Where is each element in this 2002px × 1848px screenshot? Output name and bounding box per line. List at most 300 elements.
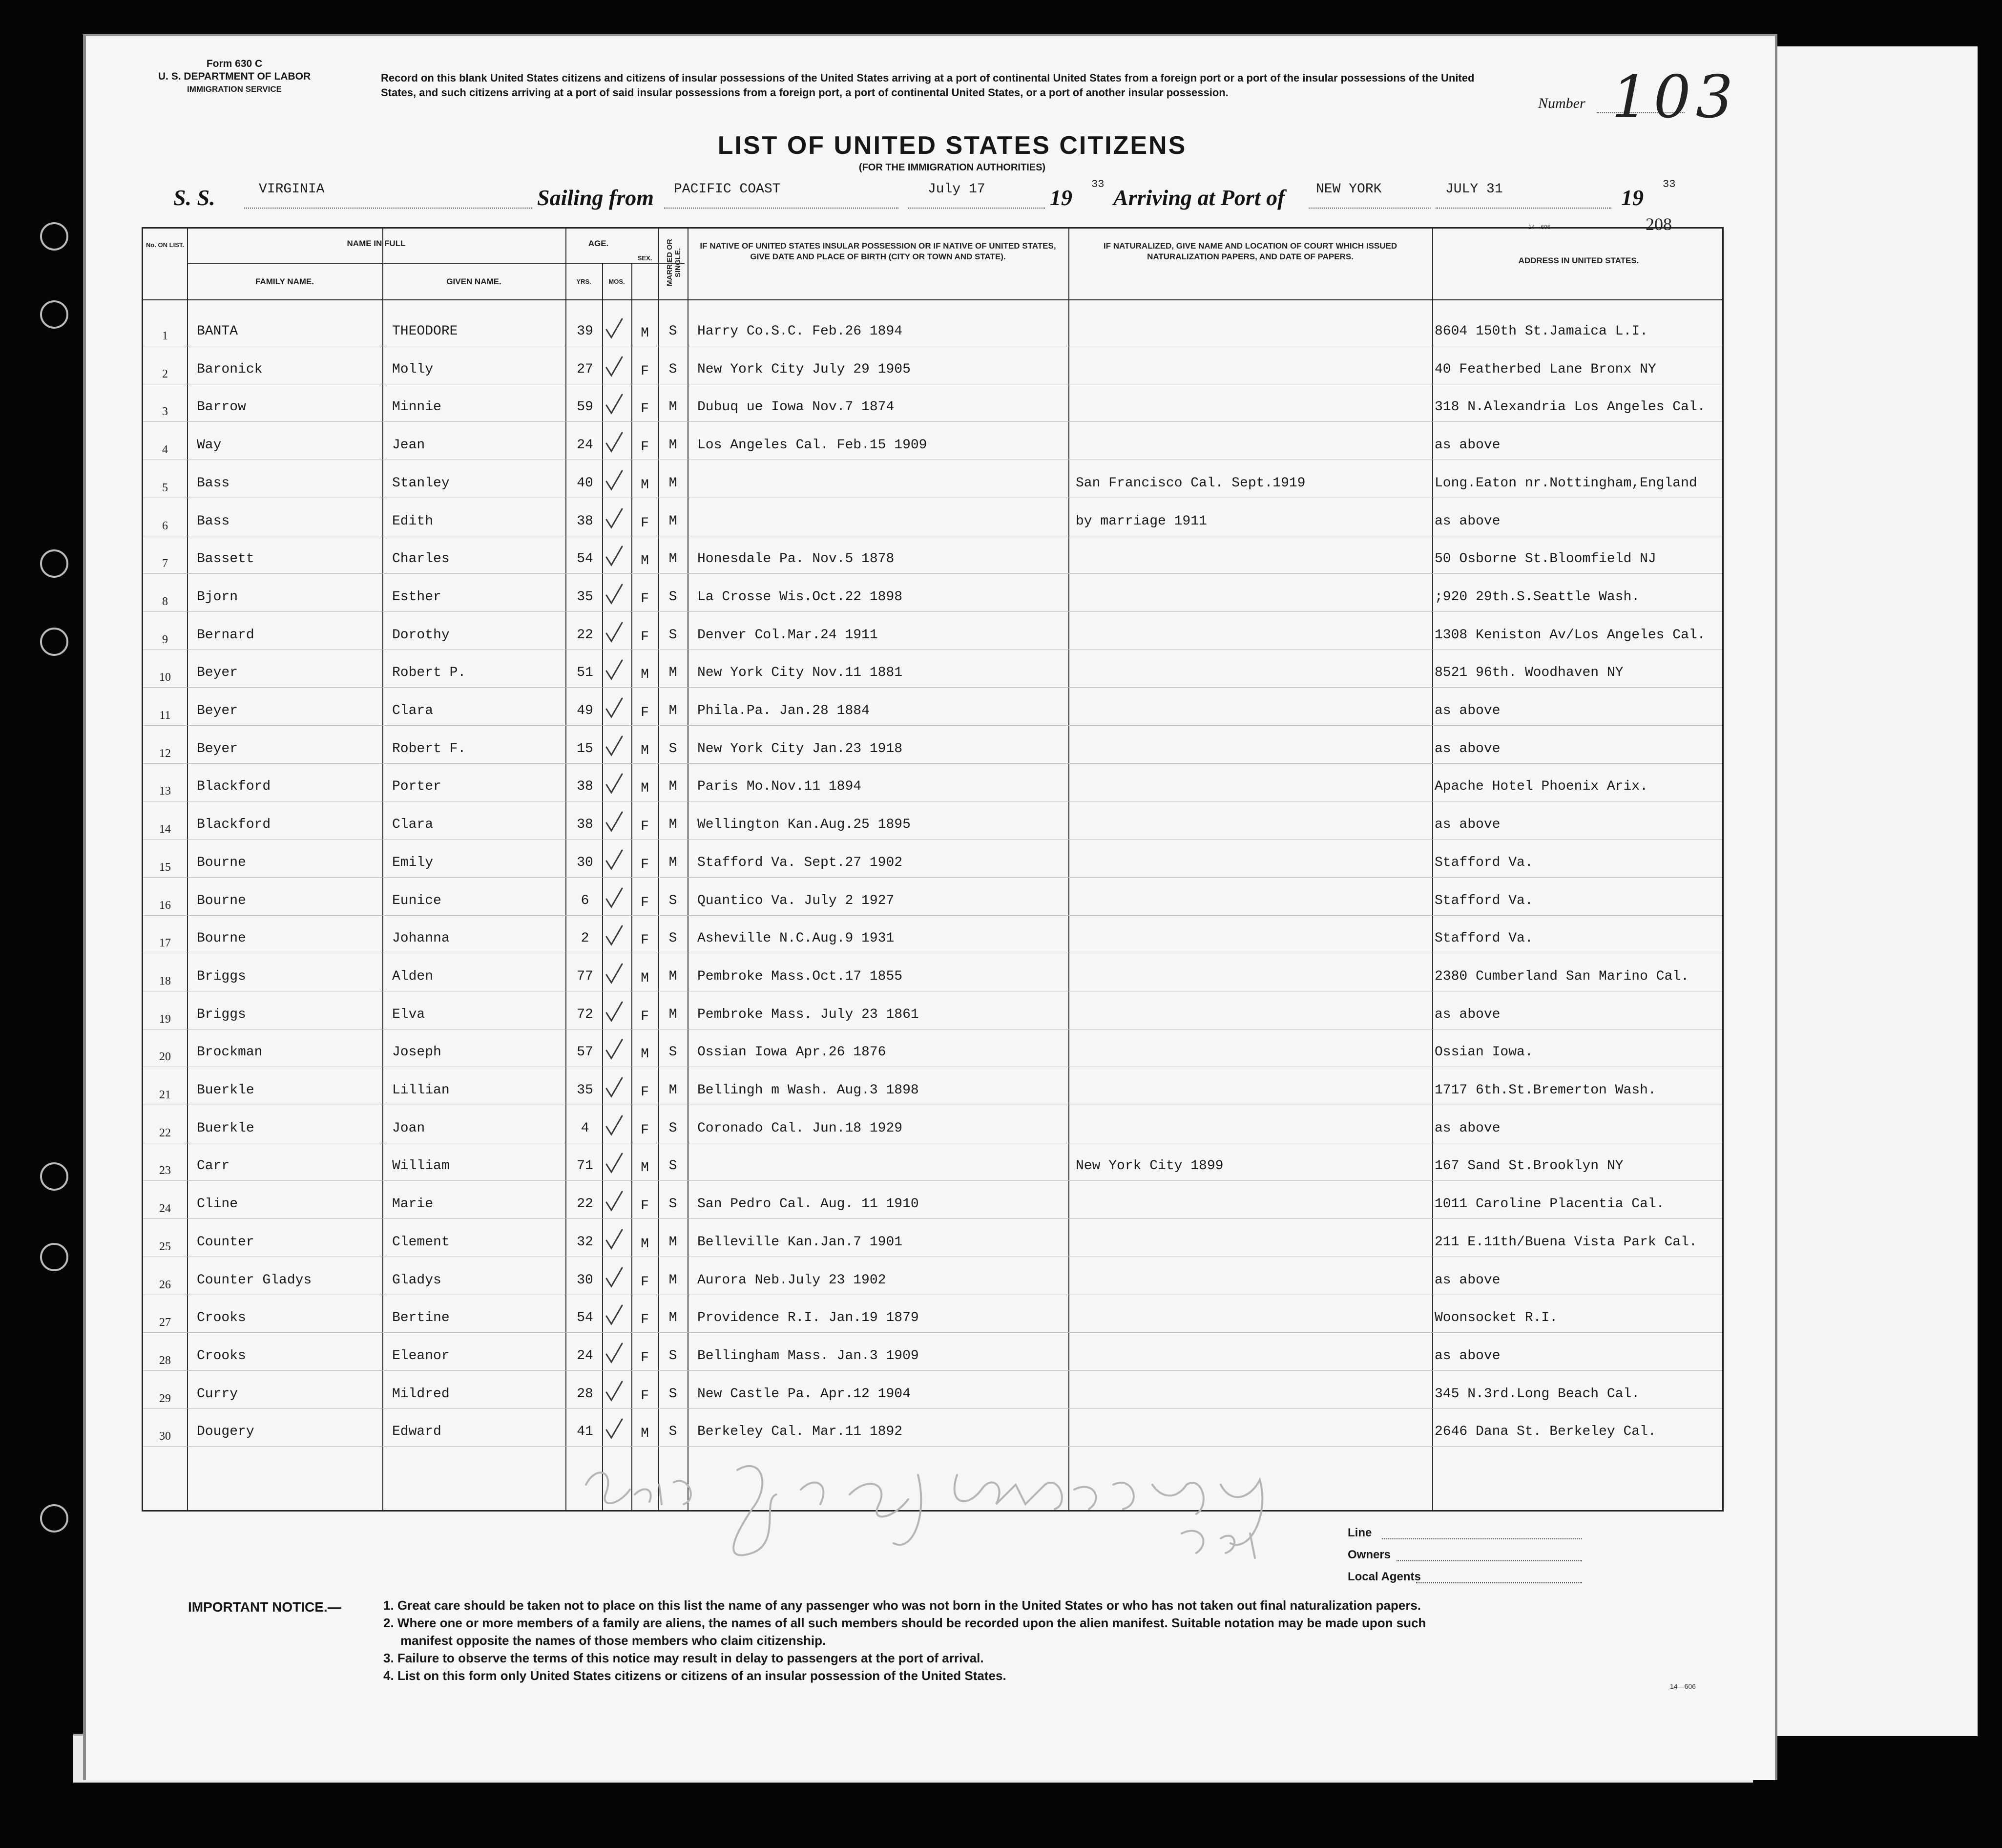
ship-name: VIRGINIA <box>259 182 325 197</box>
birth-place-date: Paris Mo.Nov.11 1894 <box>697 779 862 795</box>
family-name: Blackford <box>197 779 271 795</box>
arrival-year: 33 <box>1663 178 1676 190</box>
check-mark-icon <box>605 507 624 529</box>
birth-place-date: Wellington Kan.Aug.25 1895 <box>697 817 911 833</box>
age-years: 22 <box>577 1197 593 1212</box>
given-name: Porter <box>392 779 441 795</box>
marital-status: S <box>668 589 677 605</box>
punch-hole <box>40 628 68 656</box>
row-number: 12 <box>159 747 171 760</box>
check-mark-icon <box>605 1114 624 1136</box>
age-years: 38 <box>577 817 593 833</box>
birth-place-date: Honesdale Pa. Nov.5 1878 <box>697 551 895 567</box>
row-rule <box>143 611 1722 612</box>
age-years: 54 <box>577 1310 593 1326</box>
family-name: Counter <box>197 1234 254 1250</box>
line-label: Line <box>1348 1526 1372 1539</box>
address: as above <box>1435 1348 1501 1364</box>
arrival-date-underline <box>1436 208 1611 209</box>
sex: F <box>641 440 649 455</box>
sex: F <box>641 1312 649 1328</box>
address: as above <box>1435 1272 1501 1288</box>
form-number: Form 630 C <box>206 58 263 69</box>
birth-place-date: Los Angeles Cal. Feb.15 1909 <box>697 438 927 453</box>
row-number: 8 <box>162 595 168 608</box>
arriving-label: Arriving at Port of <box>1113 185 1285 210</box>
marital-status: M <box>668 399 677 415</box>
given-name: Joan <box>392 1120 425 1136</box>
col-sex: SEX. <box>637 254 652 262</box>
birth-place-date: Asheville N.C.Aug.9 1931 <box>697 931 895 946</box>
family-name: Bernard <box>197 627 254 643</box>
row-rule <box>143 1332 1722 1333</box>
check-mark-icon <box>605 1417 624 1440</box>
family-name: Bourne <box>197 893 246 908</box>
marital-status: S <box>668 324 677 339</box>
col-birth: IF NATIVE OF UNITED STATES INSULAR POSSESSION OR IF NATIVE OF UNITED STATES, GIVE DATE AND PLACE OF BIRTH (CITY OR TOWN AND STATE). <box>700 241 1056 261</box>
sex: M <box>641 781 649 797</box>
family-name: Blackford <box>197 817 271 833</box>
sex: F <box>641 705 649 720</box>
birth-place-date: Phila.Pa. Jan.28 1884 <box>697 703 870 718</box>
address: Apache Hotel Phoenix Arix. <box>1435 779 1648 795</box>
row-number: 17 <box>159 937 171 950</box>
check-mark-icon <box>605 1380 624 1402</box>
given-name: Charles <box>392 551 450 567</box>
given-name: Emily <box>392 855 434 870</box>
given-name: Alden <box>392 968 434 984</box>
marital-status: S <box>668 1120 677 1136</box>
address: as above <box>1435 703 1501 718</box>
row-number: 21 <box>159 1089 171 1101</box>
birth-place-date: New York City Jan.23 1918 <box>697 741 903 756</box>
row-rule <box>143 1370 1722 1371</box>
check-mark-icon <box>605 317 624 339</box>
check-mark-icon <box>605 469 624 491</box>
address: 1308 Keniston Av/Los Angeles Cal. <box>1435 627 1706 643</box>
sailing-from-underline <box>664 208 898 209</box>
row-rule <box>143 1180 1722 1181</box>
address: 1717 6th.St.Bremerton Wash. <box>1435 1083 1656 1098</box>
marital-status: M <box>668 665 677 681</box>
row-number: 5 <box>162 481 168 494</box>
family-name: Crooks <box>197 1310 246 1326</box>
family-name: Beyer <box>197 703 238 718</box>
address: 318 N.Alexandria Los Angeles Cal. <box>1435 399 1706 415</box>
row-number: 23 <box>159 1164 171 1177</box>
address: Stafford Va. <box>1435 931 1533 946</box>
sex: F <box>641 515 649 531</box>
age-years: 51 <box>577 665 593 681</box>
sailing-from-value: PACIFIC COAST <box>674 182 781 197</box>
sex: F <box>641 401 649 417</box>
punch-hole <box>40 1162 68 1191</box>
top-form-code: 14—606 <box>1528 224 1551 231</box>
age-years: 40 <box>577 475 593 491</box>
row-rule <box>143 725 1722 726</box>
sex: F <box>641 1122 649 1138</box>
punch-hole <box>40 222 68 251</box>
age-years: 38 <box>577 779 593 795</box>
row-number: 24 <box>159 1202 171 1216</box>
row-number: 29 <box>159 1392 171 1405</box>
given-name: Bertine <box>392 1310 450 1326</box>
marital-status: M <box>668 855 677 870</box>
check-mark-icon <box>605 962 624 985</box>
naturalization: San Francisco Cal. Sept.1919 <box>1076 475 1306 491</box>
row-rule <box>143 421 1722 422</box>
arrival-date: JULY 31 <box>1445 182 1503 197</box>
given-name: Molly <box>392 361 434 377</box>
check-mark-icon <box>605 1303 624 1326</box>
row-number: 11 <box>159 709 171 722</box>
sex: M <box>641 326 649 341</box>
address: 8521 96th. Woodhaven NY <box>1435 665 1624 681</box>
page-title: LIST OF UNITED STATES CITIZENS <box>717 131 1187 160</box>
birth-place-date: New York City Nov.11 1881 <box>697 665 903 681</box>
sex: F <box>641 857 649 872</box>
bottom-form-code: 14—606 <box>1670 1682 1696 1690</box>
given-name: Esther <box>392 589 441 605</box>
row-number: 22 <box>159 1126 171 1139</box>
birth-place-date: La Crosse Wis.Oct.22 1898 <box>697 589 903 605</box>
address: as above <box>1435 1120 1501 1136</box>
check-mark-icon <box>605 1076 624 1098</box>
age-years: 15 <box>577 741 593 756</box>
birth-place-date: Pembroke Mass. July 23 1861 <box>697 1007 919 1022</box>
sex: F <box>641 895 649 910</box>
marital-status: M <box>668 779 677 795</box>
birth-place-date: Harry Co.S.C. Feb.26 1894 <box>697 324 903 339</box>
row-rule <box>143 915 1722 916</box>
marital-status: M <box>668 551 677 567</box>
row-number: 2 <box>162 367 168 380</box>
address: ;920 29th.S.Seattle Wash. <box>1435 589 1640 605</box>
row-rule <box>143 573 1722 574</box>
address: Stafford Va. <box>1435 855 1533 870</box>
birth-place-date: Quantico Va. July 2 1927 <box>697 893 895 908</box>
sailing-year: 33 <box>1091 178 1105 190</box>
row-number: 18 <box>159 974 171 987</box>
age-years: 57 <box>577 1045 593 1060</box>
sex: F <box>641 933 649 948</box>
row-rule <box>143 1218 1722 1219</box>
number-label: Number <box>1538 95 1585 111</box>
given-name: Clara <box>392 703 434 718</box>
given-name: Clement <box>392 1234 450 1250</box>
sex: F <box>641 1350 649 1365</box>
family-name: Carr <box>197 1158 230 1174</box>
sex: F <box>641 1388 649 1404</box>
service-name: IMMIGRATION SERVICE <box>187 84 282 94</box>
check-mark-icon <box>605 1152 624 1174</box>
row-number: 10 <box>159 671 171 684</box>
check-mark-icon <box>605 848 624 871</box>
address: as above <box>1435 513 1501 529</box>
col-no: No. ON LIST. <box>146 241 184 249</box>
check-mark-icon <box>605 810 624 833</box>
address: 2646 Dana St. Berkeley Cal. <box>1435 1424 1656 1440</box>
marital-status: S <box>668 627 677 643</box>
check-mark-icon <box>605 772 624 795</box>
address: Woonsocket R.I. <box>1435 1310 1558 1326</box>
address: 8604 150th St.Jamaica L.I. <box>1435 324 1648 339</box>
check-mark-icon <box>605 621 624 643</box>
check-mark-icon <box>605 1266 624 1288</box>
important-notice-label: IMPORTANT NOTICE.— <box>188 1599 341 1615</box>
family-name: Crooks <box>197 1348 246 1364</box>
passenger-list-table <box>142 227 1724 1512</box>
row-number: 25 <box>159 1240 171 1253</box>
age-years: 49 <box>577 703 593 718</box>
sex: M <box>641 553 649 569</box>
check-mark-icon <box>605 355 624 378</box>
check-mark-icon <box>605 735 624 757</box>
given-name: William <box>392 1158 450 1174</box>
age-years: 38 <box>577 513 593 529</box>
birth-place-date: Berkeley Cal. Mar.11 1892 <box>697 1424 903 1440</box>
sex: F <box>641 363 649 379</box>
given-name: Eunice <box>392 893 441 908</box>
col-naturalized: IF NATURALIZED, GIVE NAME AND LOCATION OF COURT WHICH ISSUED NATURALIZATION PAPERS, AND DATE OF PAPERS. <box>1103 241 1397 261</box>
punch-hole <box>40 300 68 329</box>
family-name: Beyer <box>197 665 238 681</box>
age-years: 35 <box>577 1083 593 1098</box>
family-name: Curry <box>197 1386 238 1402</box>
row-number: 1 <box>162 330 168 342</box>
check-mark-icon <box>605 924 624 946</box>
given-name: Eleanor <box>392 1348 450 1364</box>
row-number: 30 <box>159 1430 171 1443</box>
row-number: 6 <box>162 519 168 532</box>
notice-item: manifest opposite the names of those members who claim citizenship. <box>400 1633 826 1648</box>
row-number: 15 <box>159 861 171 874</box>
age-years: 6 <box>581 893 589 908</box>
notice-item: 1. Great care should be taken not to place on this list the name of any passenger who was not born in the United States or who has not taken out final naturalization papers. <box>383 1598 1421 1613</box>
marital-status: S <box>668 741 677 756</box>
row-rule <box>143 763 1722 764</box>
local-agents-label: Local Agents <box>1348 1570 1421 1583</box>
arrival-port: NEW YORK <box>1316 182 1382 197</box>
col-name-in-full: NAME IN FULL <box>347 239 406 248</box>
marital-status: S <box>668 1424 677 1440</box>
given-name: Edward <box>392 1424 441 1440</box>
department-name: U. S. DEPARTMENT OF LABOR <box>158 71 311 82</box>
sex: F <box>641 1198 649 1214</box>
punch-hole <box>40 549 68 578</box>
given-name: Edith <box>392 513 434 529</box>
check-mark-icon <box>605 1000 624 1023</box>
row-rule <box>143 1408 1722 1409</box>
list-number: 103 <box>1611 63 1738 131</box>
sex: M <box>641 1047 649 1062</box>
sex: M <box>641 667 649 683</box>
family-name: Bass <box>197 513 230 529</box>
marital-status: S <box>668 1158 677 1174</box>
address: 50 Osborne St.Bloomfield NJ <box>1435 551 1656 567</box>
sailing-from-label: Sailing from <box>537 185 654 210</box>
marital-status: M <box>668 968 677 984</box>
sex: F <box>641 1008 649 1024</box>
address: 1011 Caroline Placentia Cal. <box>1435 1197 1665 1212</box>
check-mark-icon <box>605 696 624 719</box>
stamp-number: 208 <box>1646 214 1672 234</box>
age-years: 30 <box>577 1272 593 1288</box>
sex: F <box>641 819 649 835</box>
given-name: Stanley <box>392 475 450 491</box>
family-name: Barrow <box>197 399 246 415</box>
check-mark-icon <box>605 658 624 681</box>
check-mark-icon <box>605 1228 624 1250</box>
birth-place-date: Providence R.I. Jan.19 1879 <box>697 1310 919 1326</box>
sex: M <box>641 477 649 493</box>
line-underline <box>1382 1538 1582 1539</box>
row-number: 4 <box>162 443 168 457</box>
row-number: 20 <box>159 1050 171 1064</box>
family-name: Baronick <box>197 361 263 377</box>
check-mark-icon <box>605 393 624 415</box>
row-number: 28 <box>159 1354 171 1367</box>
given-name: Minnie <box>392 399 441 415</box>
family-name: Way <box>197 438 222 453</box>
marital-status: M <box>668 1083 677 1098</box>
age-years: 41 <box>577 1424 593 1440</box>
family-name: Briggs <box>197 968 246 984</box>
family-name: Buerkle <box>197 1083 254 1098</box>
age-years: 39 <box>577 324 593 339</box>
birth-place-date: Bellingh m Wash. Aug.3 1898 <box>697 1083 919 1098</box>
birth-place-date: Ossian Iowa Apr.26 1876 <box>697 1045 886 1060</box>
given-name: THEODORE <box>392 324 458 339</box>
address: 345 N.3rd.Long Beach Cal. <box>1435 1386 1640 1402</box>
address: Ossian Iowa. <box>1435 1045 1533 1060</box>
marital-status: S <box>668 931 677 946</box>
check-mark-icon <box>605 1038 624 1060</box>
sex: M <box>641 1160 649 1176</box>
birth-place-date: Coronado Cal. Jun.18 1929 <box>697 1120 903 1136</box>
agents-underline <box>1416 1582 1582 1583</box>
address: as above <box>1435 817 1501 833</box>
row-number: 3 <box>162 405 168 419</box>
birth-place-date: New York City July 29 1905 <box>697 361 911 377</box>
check-mark-icon <box>605 886 624 909</box>
family-name: Buerkle <box>197 1120 254 1136</box>
notice-item: 3. Failure to observe the terms of this notice may result in delay to passengers at the port of arrival. <box>383 1651 984 1665</box>
given-name: Mildred <box>392 1386 450 1402</box>
given-name: Jean <box>392 438 425 453</box>
age-years: 24 <box>577 438 593 453</box>
row-number: 7 <box>162 557 168 570</box>
age-years: 27 <box>577 361 593 377</box>
marital-status: S <box>668 1197 677 1212</box>
address: as above <box>1435 741 1501 756</box>
sex: F <box>641 591 649 607</box>
family-name: Briggs <box>197 1007 246 1022</box>
age-years: 4 <box>581 1120 589 1136</box>
form-number-block <box>132 58 337 96</box>
col-address: ADDRESS IN UNITED STATES. <box>1518 256 1639 265</box>
ship-underline <box>244 208 532 209</box>
given-name: Johanna <box>392 931 450 946</box>
marital-status: M <box>668 475 677 491</box>
family-name: Brockman <box>197 1045 263 1060</box>
col-married-single: MARRIED OR SINGLE. <box>666 239 682 287</box>
age-years: 32 <box>577 1234 593 1250</box>
inspector-signature <box>576 1455 1357 1568</box>
form-instructions: Record on this blank United States citizens and citizens of insular possessions of the United States arriving at a port of continental United States from a foreign port or a port of the insular possessions of the United States, and such citizens arriving at a port of said insular possessions from a foreign port, a port of continental United States, or a port of another insular possession. <box>381 72 1475 99</box>
age-years: 77 <box>577 968 593 984</box>
marital-status: S <box>668 1348 677 1364</box>
birth-place-date: New Castle Pa. Apr.12 1904 <box>697 1386 911 1402</box>
family-name: Dougery <box>197 1424 254 1440</box>
col-age: AGE. <box>588 239 609 248</box>
marital-status: M <box>668 438 677 453</box>
row-number: 14 <box>159 823 171 836</box>
row-rule <box>143 687 1722 688</box>
check-mark-icon <box>605 1342 624 1364</box>
age-years: 2 <box>581 931 589 946</box>
sex: M <box>641 1236 649 1252</box>
birth-place-date: Denver Col.Mar.24 1911 <box>697 627 878 643</box>
row-number: 19 <box>159 1012 171 1026</box>
arrival-port-underline <box>1309 208 1431 209</box>
check-mark-icon <box>605 545 624 567</box>
family-name: Bassett <box>197 551 254 567</box>
row-number: 13 <box>159 785 171 798</box>
sex: M <box>641 743 649 758</box>
sailing-date: July 17 <box>928 182 985 197</box>
address: Long.Eaton nr.Nottingham,England <box>1435 475 1697 491</box>
address: 40 Featherbed Lane Bronx NY <box>1435 361 1656 377</box>
owners-underline <box>1397 1560 1582 1561</box>
check-mark-icon <box>605 583 624 605</box>
arrival-year-prefix: 19 <box>1621 185 1644 210</box>
given-name: Clara <box>392 817 434 833</box>
marital-status: M <box>668 1310 677 1326</box>
row-number: 27 <box>159 1316 171 1329</box>
age-years: 59 <box>577 399 593 415</box>
birth-place-date: Stafford Va. Sept.27 1902 <box>697 855 903 870</box>
punch-hole <box>40 1243 68 1271</box>
given-name: Elva <box>392 1007 425 1022</box>
given-name: Lillian <box>392 1083 450 1098</box>
col-family-name: FAMILY NAME. <box>255 277 314 286</box>
sex: M <box>641 1426 649 1442</box>
marital-status: M <box>668 1234 677 1250</box>
row-rule <box>143 839 1722 840</box>
given-name: Joseph <box>392 1045 441 1060</box>
ss-label: S. S. <box>173 185 215 210</box>
birth-place-date: San Pedro Cal. Aug. 11 1910 <box>697 1197 919 1212</box>
marital-status: M <box>668 1007 677 1022</box>
row-rule <box>143 1446 1722 1447</box>
page-subtitle: (FOR THE IMMIGRATION AUTHORITIES) <box>858 162 1046 173</box>
row-number: 9 <box>162 633 168 646</box>
age-years: 35 <box>577 589 593 605</box>
family-name: Bass <box>197 475 230 491</box>
sex: M <box>641 970 649 986</box>
marital-status: S <box>668 361 677 377</box>
birth-place-date: Dubuq ue Iowa Nov.7 1874 <box>697 399 895 415</box>
address: as above <box>1435 438 1501 453</box>
address: as above <box>1435 1007 1501 1022</box>
col-mos: MOS. <box>608 278 625 285</box>
marital-status: M <box>668 513 677 529</box>
naturalization: by marriage 1911 <box>1076 513 1207 529</box>
sex: F <box>641 1274 649 1290</box>
birth-place-date: Belleville Kan.Jan.7 1901 <box>697 1234 903 1250</box>
address: 211 E.11th/Buena Vista Park Cal. <box>1435 1234 1697 1250</box>
